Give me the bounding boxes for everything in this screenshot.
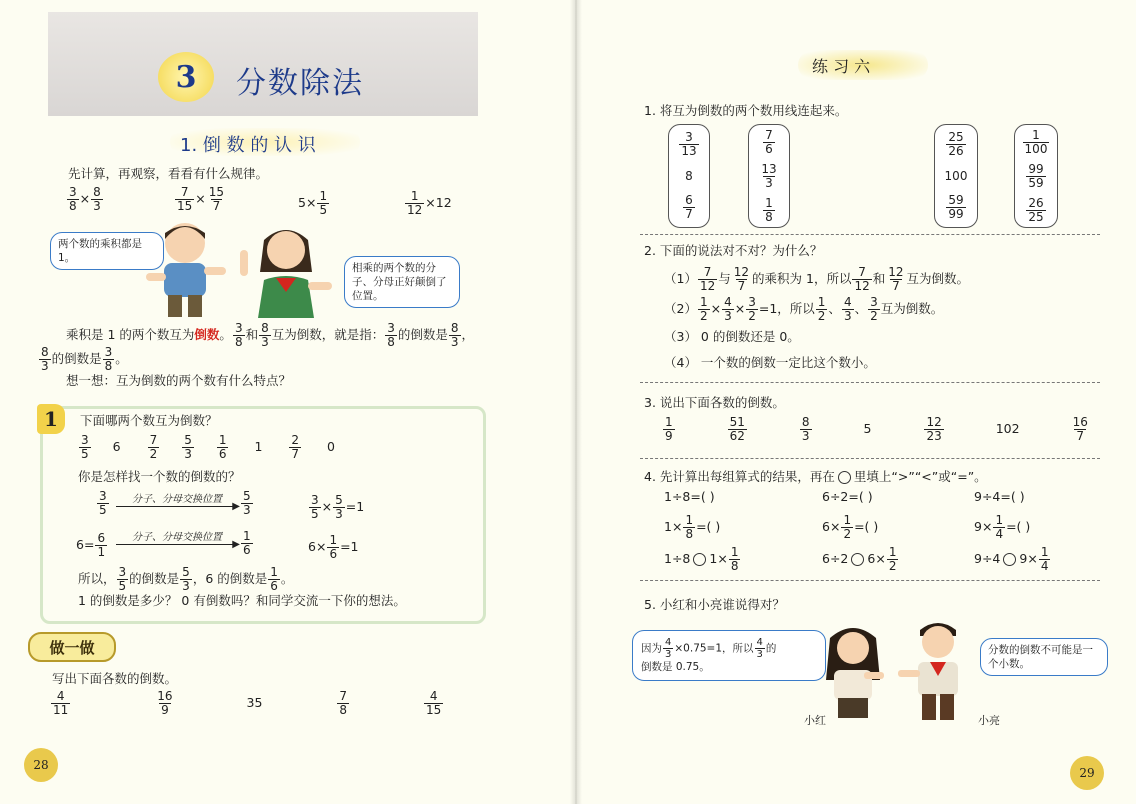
q4-row-1-a: 1÷8=( )	[664, 489, 715, 504]
conclusion-line: 所以， $\frac{3}{5}$ 的倒数是 $\frac{5}{3}$ ，6 的倒数是 $\frac{1}{6}$ 。	[78, 565, 294, 593]
do-it-label: 做一做	[49, 638, 95, 657]
page-number-left: 28	[33, 758, 49, 772]
do-it-badge	[28, 632, 116, 662]
calc-item-3: 5× $\frac{1}{5}$	[298, 189, 328, 217]
q2-item-2: （2） $\frac{1}{2}$ × $\frac{4}{3}$ × $\frac{3}{2}$ =1，所以 $\frac{1}{2}$ 、 $\frac{4}{3}$ 、 $\frac{3}{2}$ 互为倒数。	[664, 295, 944, 323]
definition-line-1: 乘积是 1 的两个数互为倒数。 $\frac{3}{8}$ 和 $\frac{8}{3}$ 互为倒数，就是指： $\frac{3}{8}$ 的倒数是 $\frac{8}{3}$ ，	[66, 321, 475, 349]
q1-group-1: $\frac{3}{13}$ 8 $\frac{6}{7}$	[668, 124, 710, 228]
do-it-items: $\frac{4}{11}$ $\frac{16}{9}$ 35 $\frac{7}{8}$ $\frac{4}{15}$	[53, 689, 442, 717]
definition-line-2: $\frac{8}{3}$ 的倒数是 $\frac{3}{8}$ 。	[41, 345, 128, 373]
name-xiaoliang: 小亮	[978, 714, 1000, 727]
q4-row-1-c: 9÷4=( )	[974, 489, 1025, 504]
xiaohong-illustration	[818, 620, 888, 720]
xiaoliang-speech-bubble: 分数的倒数不可能是一个小数。	[980, 638, 1108, 676]
example-number: 1	[44, 407, 58, 431]
swap-result-2: $\frac{1}{6}$	[243, 529, 251, 557]
swap-arrow-label-1: 分子、分母交换位置	[132, 494, 222, 505]
q4-row-2-a: 1× $\frac{1}{8}$ =( )	[664, 513, 721, 541]
q1-group-4: $\frac{1}{100}$ $\frac{99}{59}$ $\frac{26}{25}$	[1014, 124, 1058, 228]
keyword-reciprocal: 倒数	[194, 327, 220, 342]
example-title: 下面哪两个数互为倒数？	[80, 413, 218, 428]
name-xiaohong: 小红	[804, 714, 826, 727]
separator-1	[640, 234, 1100, 235]
discussion-question: 1 的倒数是多少？ 0 有倒数吗？和同学交流一下你的想法。	[78, 593, 406, 608]
girl-illustration	[236, 220, 336, 320]
page-number-right-badge	[1070, 756, 1104, 790]
do-it-instruction: 写出下面各数的倒数。	[52, 671, 178, 686]
example-number-list: $\frac{3}{5}$ 6 $\frac{7}{2}$ $\frac{5}{3}$ $\frac{1}{6}$ 1 $\frac{2}{7}$ 0	[81, 433, 335, 461]
q5-text: 5. 小红和小亮谁说得对？	[644, 597, 785, 612]
right-page	[582, 0, 1136, 804]
girl-speech-bubble: 相乘的两个数的分子、分母正好颠倒了位置。	[344, 256, 460, 308]
q2-item-3: （3） 0 的倒数还是 0。	[664, 329, 800, 344]
xiaoliang-illustration	[898, 614, 978, 722]
q2-item-1: （1） $\frac{7}{12}$ 与 $\frac{12}{7}$ 的乘积为 1，所以 $\frac{7}{12}$ 和 $\frac{12}{7}$ 互为倒数。	[664, 265, 970, 293]
separator-2	[640, 382, 1100, 383]
q1-group-2: $\frac{7}{6}$ $\frac{13}{3}$ $\frac{1}{8}$	[748, 124, 790, 228]
q4-row-3-b: 6÷2 6× $\frac{1}{2}$	[822, 545, 897, 573]
section-title: 1. 倒 数 的 认 识	[180, 135, 316, 156]
product-check-2: 6× $\frac{1}{6}$ =1	[308, 533, 359, 561]
page-number-left-badge	[24, 748, 58, 782]
chapter-title: 分数除法	[236, 66, 364, 101]
exercise-title: 练 习 六	[812, 57, 871, 76]
swap-arrow-2: 分子、分母交换位置 ▶	[116, 528, 238, 545]
compare-circle-icon[interactable]	[1003, 553, 1016, 566]
q1-group-3: $\frac{25}{26}$ 100 $\frac{59}{99}$	[934, 124, 978, 228]
chapter-number-badge	[158, 52, 214, 102]
product-check-1: $\frac{3}{5}$ × $\frac{5}{3}$ =1	[311, 493, 365, 521]
q4-row-2-c: 9× $\frac{1}{4}$ =( )	[974, 513, 1031, 541]
compare-circle-icon	[838, 471, 851, 484]
xiaohong-speech-bubble: 因为 $\frac{4}{3}$ ×0.75=1，所以 $\frac{4}{3}$ 的 倒数是 0.75。	[632, 630, 826, 681]
q2-item-4: （4） 一个数的倒数一定比这个数小。	[664, 355, 876, 370]
q2-text: 2. 下面的说法对不对？为什么？	[644, 243, 823, 258]
q1-text: 1. 将互为倒数的两个数用线连起来。	[644, 103, 848, 118]
how-question: 你是怎样找一个数的倒数的？	[78, 469, 241, 484]
chapter-number: 3	[175, 59, 197, 95]
example-number-badge	[37, 404, 65, 434]
q4-row-1-b: 6÷2=( )	[822, 489, 873, 504]
swap-arrow-1: 分子、分母交换位置 ▶	[116, 490, 238, 507]
calc-item-4: $\frac{1}{12}$ ×12	[407, 189, 452, 217]
q4-row-2-b: 6× $\frac{1}{2}$ =( )	[822, 513, 879, 541]
q4-row-3-a: 1÷8 1× $\frac{1}{8}$	[664, 545, 739, 573]
calc-item-1: $\frac{3}{8}$ × $\frac{8}{3}$	[69, 185, 101, 213]
swap-result-1: $\frac{5}{3}$	[243, 489, 251, 517]
compare-circle-icon[interactable]	[693, 553, 706, 566]
q3-items: $\frac{1}{9}$ $\frac{51}{62}$ $\frac{8}{3}$ 5 $\frac{12}{23}$ 102 $\frac{16}{7}$	[665, 415, 1088, 443]
calc-item-2: $\frac{7}{15}$ × $\frac{15}{7}$	[177, 185, 225, 213]
boy-speech-bubble: 两个数的乘积都是 1。	[50, 232, 164, 270]
page-spine	[570, 0, 582, 804]
think-question: 想一想：互为倒数的两个数有什么特点？	[66, 373, 292, 388]
swap-arrow-label-2: 分子、分母交换位置	[132, 532, 222, 543]
q4-row-3-c: 9÷4 9× $\frac{1}{4}$	[974, 545, 1049, 573]
separator-3	[640, 458, 1100, 459]
page-number-right: 29	[1079, 766, 1095, 780]
boy-illustration	[140, 215, 230, 320]
swap-row-1: $\frac{3}{5}$	[99, 489, 107, 517]
compare-circle-icon[interactable]	[851, 553, 864, 566]
swap-row-2: 6= $\frac{6}{1}$	[76, 531, 106, 559]
separator-4	[640, 580, 1100, 581]
intro-text: 先计算，再观察，看看有什么规律。	[68, 166, 269, 181]
q3-text: 3. 说出下面各数的倒数。	[644, 395, 785, 410]
q4-text: 4. 先计算出每组算式的结果，再在 里填上“>”“<”或“=”。	[644, 469, 987, 484]
